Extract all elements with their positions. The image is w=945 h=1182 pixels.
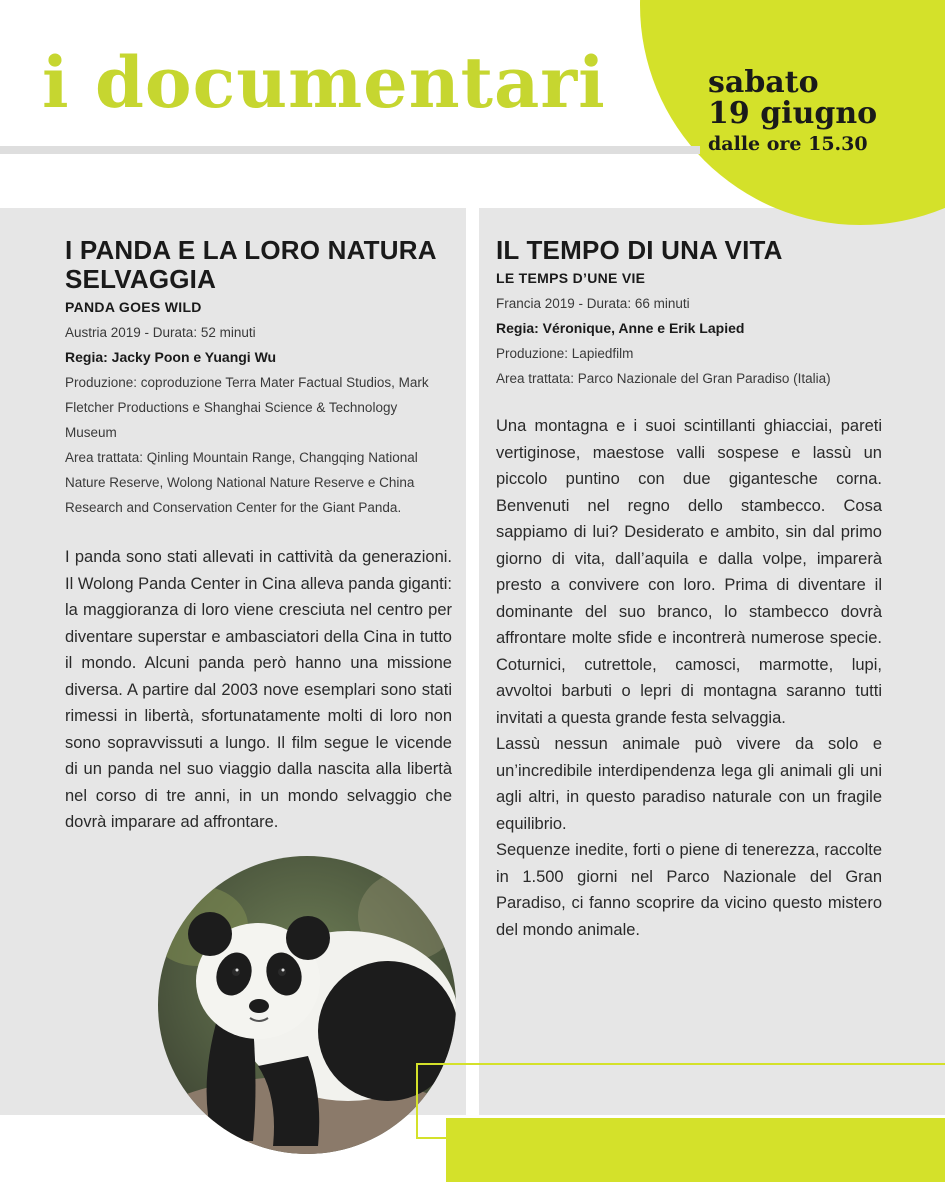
panda-illustration bbox=[158, 856, 456, 1154]
event-day: sabato bbox=[708, 65, 819, 100]
synopsis bbox=[496, 413, 882, 943]
direction-credit: Regia: Véronique, Anne e Erik Lapied bbox=[496, 320, 745, 336]
page-title: i documentari bbox=[42, 41, 606, 124]
event-date bbox=[708, 65, 878, 158]
production-credit: Produzione: coproduzione Terra Mater Factual Studios, Mark Fletcher Productions e Shanghai Science & Technology Museum bbox=[65, 375, 429, 440]
area-covered: Area trattata: Parco Nazionale del Gran Paradiso (Italia) bbox=[496, 371, 831, 386]
documentary-title: IL TEMPO DI UNA VITA bbox=[496, 235, 783, 265]
title-underline bbox=[0, 146, 700, 154]
documentary-details bbox=[496, 291, 882, 391]
synopsis bbox=[65, 544, 452, 836]
event-time: dalle ore 15.30 bbox=[708, 133, 868, 155]
synopsis-paragraph: I panda sono stati allevati in cattività da generazioni. Il Wolong Panda Center in Cina alleva panda giganti: la maggioranza di loro viene cresciuta nel centro per diventare superstar e ambasciatori della Cina in tutto il mondo. Alcuni panda però hanno una missione diversa. A partire dal 2003 nove esemplari sono stati rimessi in libertà, sfortunatamente molti di loro non sono sopravvissuti a lungo. Il film segue le vicende di un panda nel suo viaggio dalla nascita alla libertà nel corso di tre anni, in un mondo selvaggio che dovrà imparare ad affrontare. bbox=[65, 548, 452, 831]
original-title: LE TEMPS D’UNE VIE bbox=[496, 270, 646, 286]
production-credit: Produzione: Lapiedfilm bbox=[496, 346, 634, 361]
country-duration: Francia 2019 - Durata: 66 minuti bbox=[496, 296, 690, 311]
original-title: PANDA GOES WILD bbox=[65, 299, 202, 315]
event-date-text: 19 giugno bbox=[708, 96, 878, 131]
synopsis-paragraph: Sequenze inedite, forti o piene di tenerezza, raccolte in 1.500 giorni nel Parco Nazionale del Gran Paradiso, ci fanno scoprire da vicino questo mistero del mondo animale. bbox=[496, 841, 882, 939]
synopsis-paragraph: Lassù nessun animale può vivere da solo e un’incredibile interdipendenza lega gli animali gli uni agli altri, in questo paradiso naturale con un fragile equilibrio. bbox=[496, 735, 882, 833]
decorative-frame bbox=[416, 1063, 945, 1139]
documentary-title: I PANDA E LA LORO NATURA SELVAGGIA bbox=[65, 235, 436, 294]
area-covered: Area trattata: Qinling Mountain Range, Changqing National Nature Reserve, Wolong National Nature Reserve e China Research and Conservation Center for the Giant Panda. bbox=[65, 450, 418, 515]
documentary-ibex bbox=[496, 236, 882, 943]
synopsis-paragraph: Una montagna e i suoi scintillanti ghiacciai, pareti vertiginose, maestose valli sospese e lassù un piccolo puntino con due gigantesche corna. Benvenuti nel regno dello stambecco. Cosa sappiamo di lui? Desiderato e ambito, sin dal primo giorno di vita, dall’aquila e dalla volpe, imparerà presto a convivere con loro. Prima di diventare il dominante del suo branco, lo stambecco dovrà affrontare molte sfide e incontrerà numerose specie. Coturnici, cutrettole, camosci, marmotte, lupi, avvoltoi barbuti o lepri di montagna saranno tutti invitati a questa grande festa selvaggia. bbox=[496, 417, 882, 727]
direction-credit: Regia: Jacky Poon e Yuangi Wu bbox=[65, 349, 277, 365]
panda-photo bbox=[158, 856, 456, 1154]
country-duration: Austria 2019 - Durata: 52 minuti bbox=[65, 325, 256, 340]
documentary-panda bbox=[65, 236, 452, 836]
documentary-details bbox=[65, 320, 452, 520]
